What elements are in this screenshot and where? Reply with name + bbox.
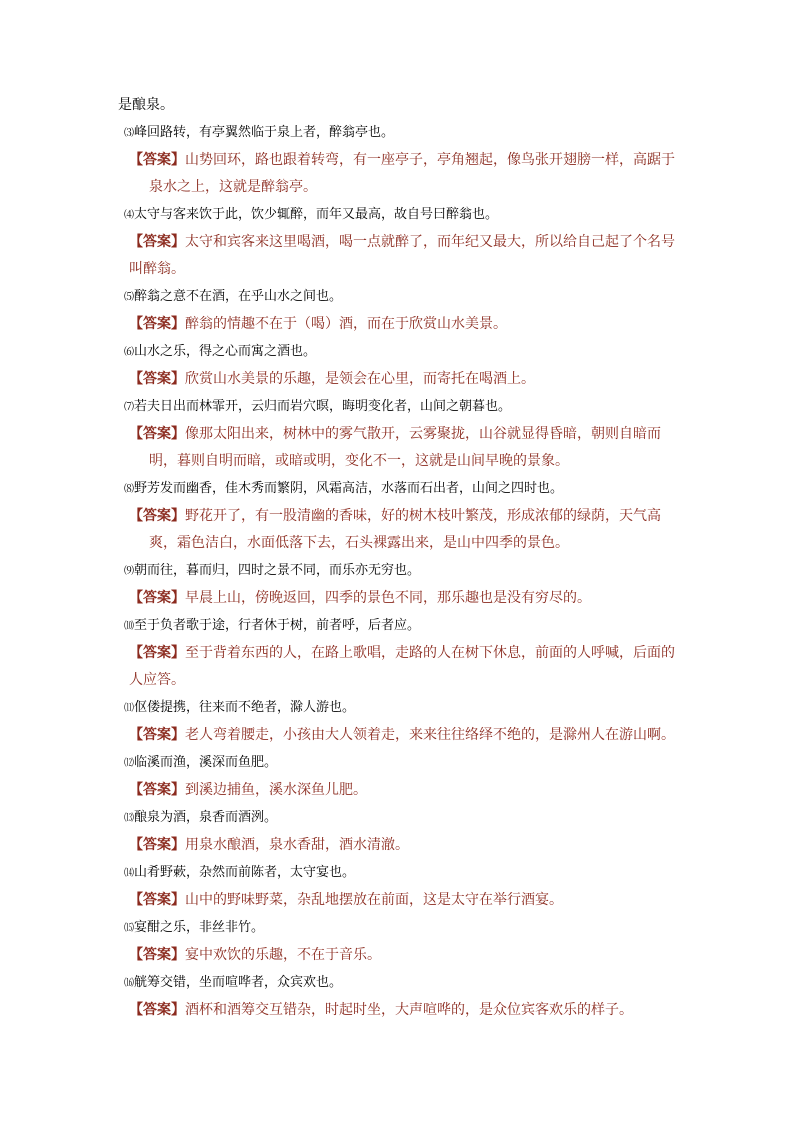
answer-tag: 【答案】	[129, 645, 185, 661]
answer-text: 至于背着东西的人，在路上歌唱，走路的人在树下休息，前面的人呼喊，后面的人应答。	[129, 645, 675, 688]
answer-tag: 【答案】	[129, 892, 185, 908]
answer-line	[118, 585, 678, 612]
question-text: 至于负者歌于途，行者休于树，前者呼，后者应。	[134, 618, 421, 633]
answer-line	[118, 311, 678, 338]
answer-text: 野花开了，有一股清幽的香味，好的树木枝叶繁茂，形成浓郁的绿荫，天气高爽，霜色洁白，水面低落下去，石头裸露出来，是山中四季的景色。	[149, 508, 661, 551]
answer-line	[118, 887, 678, 914]
question-text: 朝而往，暮而归，四时之景不同，而乐亦无穷也。	[134, 563, 421, 578]
answer-text: 宴中欢饮的乐趣，不在于音乐。	[185, 947, 381, 963]
answer-tag: 【答案】	[129, 371, 185, 387]
question-number: ⑹	[124, 347, 133, 358]
answer-tag: 【答案】	[129, 1002, 185, 1018]
question-text: 觥筹交错，坐而喧哗者，众宾欢也。	[134, 975, 343, 990]
answer-line	[118, 997, 678, 1024]
question-line	[118, 969, 678, 997]
answer-text: 欣赏山水美景的乐趣，是领会在心里，而寄托在喝酒上。	[185, 371, 535, 387]
answer-text: 用泉水酿酒，泉水香甜，酒水清澈。	[185, 837, 409, 853]
question-line	[118, 804, 678, 832]
answer-text: 山中的野味野菜，杂乱地摆放在前面，这是太守在举行酒宴。	[185, 892, 563, 908]
answer-line	[118, 777, 678, 804]
question-number: ⑾	[124, 703, 133, 714]
answer-tag: 【答案】	[129, 837, 185, 853]
question-number: ⑷	[124, 210, 133, 221]
question-line	[118, 612, 678, 640]
answer-tag: 【答案】	[129, 152, 185, 168]
question-number: ⑺	[124, 402, 133, 413]
question-line	[118, 914, 678, 942]
answer-line	[118, 640, 678, 694]
answer-tag: 【答案】	[129, 782, 185, 798]
question-line	[118, 119, 678, 147]
question-number: ⒃	[124, 978, 133, 989]
question-text: 野芳发而幽香，佳木秀而繁阴，风霜高洁，水落而石出者，山间之四时也。	[134, 481, 564, 496]
answer-tag: 【答案】	[129, 508, 185, 524]
answer-line	[118, 421, 678, 475]
answer-line	[118, 832, 678, 859]
question-line	[118, 859, 678, 887]
answer-tag: 【答案】	[129, 947, 185, 963]
question-line	[118, 283, 678, 311]
answer-text: 山势回环，路也跟着转弯，有一座亭子，亭角翘起，像鸟张开翅膀一样，高踞于泉水之上，这就是醉翁亭。	[149, 152, 675, 195]
answer-tag: 【答案】	[129, 426, 185, 442]
answer-line	[118, 503, 678, 557]
question-number: ⑼	[124, 566, 133, 577]
question-text: 山肴野蔌，杂然而前陈者，太守宴也。	[134, 865, 356, 880]
answer-text: 到溪边捕鱼，溪水深鱼儿肥。	[185, 782, 367, 798]
question-text: 宴酣之乐，非丝非竹。	[134, 920, 265, 935]
answer-tag: 【答案】	[129, 590, 185, 606]
question-line	[118, 201, 678, 229]
question-number: ⒁	[124, 868, 133, 879]
question-number: ⑶	[124, 128, 133, 139]
question-number: ⑸	[124, 292, 133, 303]
question-line	[118, 694, 678, 722]
question-text: 若夫日出而林霏开，云归而岩穴暝，晦明变化者，山间之朝暮也。	[134, 399, 512, 414]
question-line	[118, 475, 678, 503]
question-text: 太守与客来饮于此，饮少辄醉，而年又最高，故自号曰醉翁也。	[134, 207, 499, 222]
question-number: ⒂	[124, 923, 133, 934]
answer-text: 早晨上山，傍晚返回，四季的景色不同，那乐趣也是没有穷尽的。	[185, 590, 591, 606]
answer-text: 像那太阳出来，树林中的雾气散开，云雾聚拢，山谷就显得昏暗，朝则自暗而明，暮则自明而暗，或暗或明，变化不一，这就是山间早晚的景象。	[149, 426, 661, 469]
answer-text: 酒杯和酒筹交互错杂，时起时坐，大声喧哗的，是众位宾客欢乐的样子。	[185, 1002, 633, 1018]
question-text: 山水之乐，得之心而寓之酒也。	[134, 344, 317, 359]
question-number: ⑻	[124, 484, 133, 495]
answer-text: 老人弯着腰走，小孩由大人领着走，来来往往络绎不绝的，是滁州人在游山啊。	[185, 727, 675, 743]
question-number: ⒀	[124, 813, 133, 824]
question-text: 伛偻提携，往来而不绝者，滁人游也。	[134, 700, 356, 715]
question-line	[118, 749, 678, 777]
question-line	[118, 393, 678, 421]
question-text: 临溪而渔，溪深而鱼肥。	[134, 755, 278, 770]
answer-tag: 【答案】	[129, 316, 185, 332]
question-text: 峰回路转，有亭翼然临于泉上者，醉翁亭也。	[134, 125, 395, 140]
text-content: 是酿泉。	[118, 97, 174, 113]
answer-line	[118, 366, 678, 393]
answer-line	[118, 722, 678, 749]
text-line	[118, 92, 678, 119]
answer-text: 醉翁的情趣不在于（喝）酒，而在于欣赏山水美景。	[185, 316, 507, 332]
answer-line	[118, 147, 678, 201]
question-number: ⑽	[124, 621, 133, 632]
answer-tag: 【答案】	[129, 234, 185, 250]
document-body	[118, 92, 678, 1024]
question-number: ⑿	[124, 758, 133, 769]
answer-line	[118, 229, 678, 283]
question-line	[118, 338, 678, 366]
question-line	[118, 557, 678, 585]
answer-text: 太守和宾客来这里喝酒，喝一点就醉了，而年纪又最大，所以给自己起了个名号叫醉翁。	[129, 234, 675, 277]
question-text: 酿泉为酒，泉香而酒洌。	[134, 810, 278, 825]
question-text: 醉翁之意不在酒，在乎山水之间也。	[134, 289, 343, 304]
answer-line	[118, 942, 678, 969]
answer-tag: 【答案】	[129, 727, 185, 743]
